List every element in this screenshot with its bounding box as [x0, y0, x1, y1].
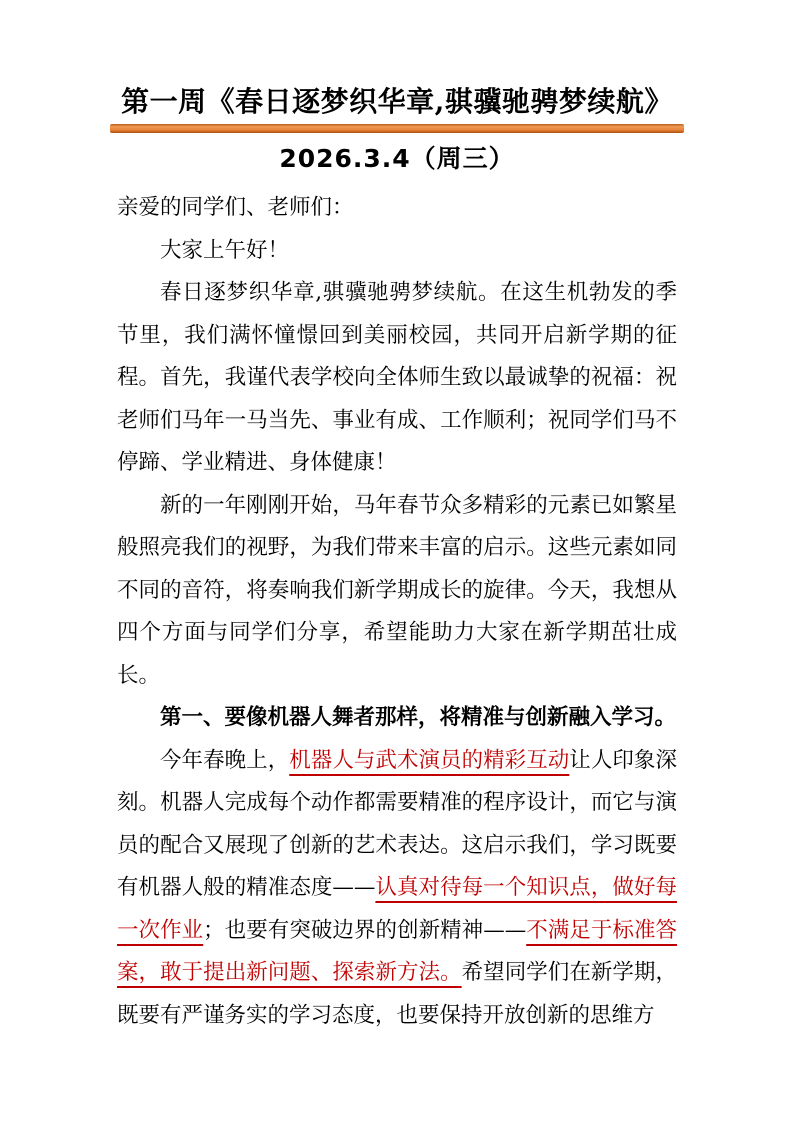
emphasis-red-text: 机器人与武术演员的精彩互动	[289, 747, 570, 773]
text-segment: 新的一年刚刚开始，马年春节众多精彩的元素已如繁星般照亮我们的视野，为我们带来丰富的启示。这些元素如同不同的音符，将奏响我们新学期成长的旋律。今天，我想从四个方面与同学们分享，希望能助力大家在新学期茁壮成长。	[117, 492, 677, 688]
paragraph	[117, 697, 677, 740]
text-segment: 大家上午好！	[160, 237, 290, 263]
text-segment: ；也要有突破边界的创新精神——	[203, 917, 527, 943]
paragraph	[117, 272, 677, 485]
text-segment: 春日逐梦织华章,骐骥驰骋梦续航。在这生机勃发的季节里，我们满怀憧憬回到美丽校园，共同开启新学期的征程。首先，我谨代表学校向全体师生致以最诚挚的祝福：祝老师们马年一马当先、事业有成、工作顺利；祝同学们马不停蹄、学业精进、身体健康！	[117, 280, 677, 475]
paragraph	[117, 485, 677, 698]
paragraph	[117, 230, 677, 273]
document-content	[117, 82, 677, 1037]
title-underline-rule	[110, 124, 684, 133]
text-segment: 希望同学们在新学期，既要有严谨务实的学习态度，也要保持开放创新的思维方	[117, 960, 677, 1028]
paragraph	[117, 740, 677, 1038]
text-segment: 让人印象深刻。机器人完成每个动作都需要精准的程序设计，而它与演员的配合又展现了创新的艺术表达。这启示我们，学习既要有机器人般的精准态度——	[117, 747, 677, 900]
text-segment: 今年春晚上，	[160, 747, 290, 773]
text-segment: 亲爱的同学们、老师们：	[117, 195, 354, 220]
body-paragraphs	[117, 187, 677, 1037]
paragraph	[117, 187, 677, 230]
emphasis-red-text: 认真对待每一个知识点，做好每一次作业	[117, 875, 677, 943]
document-title: 第一周《春日逐梦织华章,骐骥驰骋梦续航》	[121, 85, 673, 118]
emphasis-red-text: 不满足于标准答案，敢于提出新问题、探索新方法。	[117, 917, 677, 985]
section-heading-text: 第一、要像机器人舞者那样，将精准与创新融入学习。	[160, 705, 677, 730]
document-date: 2026.3.4（周三）	[279, 144, 515, 173]
